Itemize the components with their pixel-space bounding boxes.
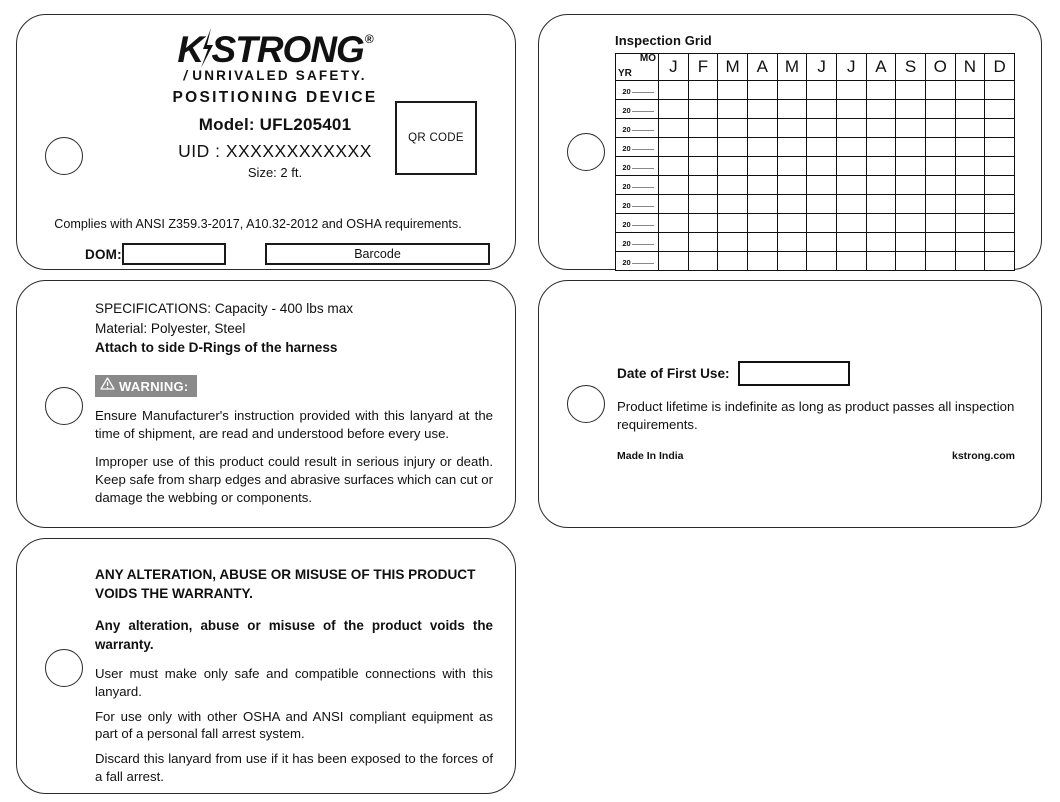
inspection-grid-title: Inspection Grid bbox=[615, 33, 712, 48]
grid-cell[interactable] bbox=[955, 195, 985, 214]
warranty-paragraph: For use only with other OSHA and ANSI compliant equipment as part of a personal fall arrest system. bbox=[95, 708, 493, 742]
grid-cell[interactable] bbox=[777, 195, 807, 214]
grid-cell[interactable] bbox=[836, 138, 866, 157]
model-number: Model: UFL205401 bbox=[198, 115, 352, 134]
grid-year-cell[interactable]: 20 bbox=[616, 233, 659, 252]
grid-cell[interactable] bbox=[718, 195, 748, 214]
grid-year-cell[interactable]: 20 bbox=[616, 81, 659, 100]
tagline-text: UNRIVALED SAFETY. bbox=[192, 68, 367, 83]
grid-cell[interactable] bbox=[866, 119, 896, 138]
grid-cell[interactable] bbox=[925, 195, 955, 214]
grid-cell[interactable] bbox=[955, 100, 985, 119]
grid-corner-cell bbox=[616, 54, 659, 81]
grid-year-cell[interactable]: 20 bbox=[616, 157, 659, 176]
grid-cell[interactable] bbox=[925, 252, 955, 271]
grid-cell[interactable] bbox=[836, 119, 866, 138]
warranty-subheading: Any alteration, abuse or misuse of the product voids the warranty. bbox=[95, 618, 493, 652]
grid-cell[interactable] bbox=[955, 138, 985, 157]
grid-cell[interactable] bbox=[659, 233, 689, 252]
grid-cell[interactable] bbox=[836, 214, 866, 233]
grid-cell[interactable] bbox=[985, 214, 1015, 233]
grid-cell[interactable] bbox=[866, 195, 896, 214]
specifications-capacity: SPECIFICATIONS: Capacity - 400 lbs max bbox=[95, 301, 354, 316]
made-in-label: Made In India bbox=[617, 449, 684, 462]
grid-month-header-5: J bbox=[807, 54, 837, 81]
warning-paragraph: Improper use of this product could result in serious injury or death. Keep safe from sharp edges and abrasive surfaces which can cut or damage the webbing or components. bbox=[95, 453, 493, 505]
grid-row bbox=[616, 214, 1015, 233]
grid-month-header-4: M bbox=[777, 54, 807, 81]
grid-cell[interactable] bbox=[985, 233, 1015, 252]
grid-cell[interactable] bbox=[777, 81, 807, 100]
tag-hole bbox=[567, 133, 605, 171]
grid-cell[interactable] bbox=[718, 214, 748, 233]
grid-cell[interactable] bbox=[836, 176, 866, 195]
inspection-grid-tag bbox=[538, 14, 1042, 270]
grid-month-header-11: D bbox=[985, 54, 1015, 81]
grid-cell[interactable] bbox=[836, 195, 866, 214]
grid-cell[interactable] bbox=[688, 252, 718, 271]
grid-cell[interactable] bbox=[807, 81, 837, 100]
grid-cell[interactable] bbox=[985, 195, 1015, 214]
grid-cell[interactable] bbox=[955, 81, 985, 100]
grid-cell[interactable] bbox=[896, 157, 926, 176]
logo-word-strong: STRONG bbox=[211, 29, 364, 70]
grid-cell[interactable] bbox=[955, 157, 985, 176]
specifications-attach: Attach to side D-Rings of the harness bbox=[95, 340, 338, 356]
grid-cell[interactable] bbox=[925, 157, 955, 176]
grid-cell[interactable] bbox=[807, 119, 837, 138]
grid-cell[interactable] bbox=[659, 100, 689, 119]
uid-number: UID : XXXXXXXXXXXX bbox=[178, 141, 372, 161]
grid-cell[interactable] bbox=[659, 157, 689, 176]
grid-cell[interactable] bbox=[688, 119, 718, 138]
grid-cell[interactable] bbox=[807, 195, 837, 214]
qr-code-placeholder: QR CODE bbox=[395, 101, 477, 175]
grid-month-header-1: F bbox=[688, 54, 718, 81]
grid-cell[interactable] bbox=[688, 233, 718, 252]
grid-cell[interactable] bbox=[659, 214, 689, 233]
grid-cell[interactable] bbox=[747, 214, 777, 233]
grid-cell[interactable] bbox=[866, 252, 896, 271]
grid-cell[interactable] bbox=[747, 138, 777, 157]
dom-label: DOM: bbox=[85, 246, 122, 262]
tag-hole bbox=[567, 385, 605, 423]
grid-cell[interactable] bbox=[985, 157, 1015, 176]
grid-cell[interactable] bbox=[688, 195, 718, 214]
product-size: Size: 2 ft. bbox=[247, 165, 303, 180]
grid-cell[interactable] bbox=[896, 233, 926, 252]
date-of-first-use-input[interactable] bbox=[738, 361, 850, 386]
grid-row bbox=[616, 195, 1015, 214]
date-of-first-use-field bbox=[617, 361, 1015, 386]
grid-cell[interactable] bbox=[777, 252, 807, 271]
grid-cell[interactable] bbox=[985, 176, 1015, 195]
tag-hole bbox=[45, 387, 83, 425]
grid-cell[interactable] bbox=[659, 138, 689, 157]
grid-year-cell[interactable]: 20 bbox=[616, 176, 659, 195]
grid-cell[interactable] bbox=[925, 138, 955, 157]
grid-cell[interactable] bbox=[777, 100, 807, 119]
website-label[interactable]: kstrong.com bbox=[951, 449, 1015, 462]
first-use-tag bbox=[538, 280, 1042, 528]
grid-row bbox=[616, 138, 1015, 157]
grid-row bbox=[616, 176, 1015, 195]
grid-month-header-8: S bbox=[896, 54, 926, 81]
grid-cell[interactable] bbox=[747, 233, 777, 252]
grid-cell[interactable] bbox=[896, 81, 926, 100]
grid-cell[interactable] bbox=[866, 138, 896, 157]
grid-cell[interactable] bbox=[896, 214, 926, 233]
grid-row bbox=[616, 81, 1015, 100]
grid-cell[interactable] bbox=[866, 100, 896, 119]
grid-cell[interactable] bbox=[866, 81, 896, 100]
corner-year-label: YR bbox=[618, 68, 632, 79]
grid-cell[interactable] bbox=[718, 176, 748, 195]
grid-cell[interactable] bbox=[777, 176, 807, 195]
grid-cell[interactable] bbox=[807, 252, 837, 271]
grid-cell[interactable] bbox=[985, 138, 1015, 157]
grid-cell[interactable] bbox=[747, 119, 777, 138]
dom-field bbox=[85, 243, 226, 265]
grid-row bbox=[616, 100, 1015, 119]
grid-cell[interactable] bbox=[836, 252, 866, 271]
compliance-statement: Complies with ANSI Z359.3-2017, A10.32-2012 and OSHA requirements. bbox=[54, 217, 462, 231]
registered-trademark-icon: ® bbox=[364, 32, 374, 46]
grid-cell[interactable] bbox=[985, 119, 1015, 138]
grid-cell[interactable] bbox=[659, 81, 689, 100]
grid-cell[interactable] bbox=[718, 233, 748, 252]
grid-cell[interactable] bbox=[747, 252, 777, 271]
grid-year-cell[interactable]: 20 bbox=[616, 195, 659, 214]
inspection-grid-table bbox=[615, 53, 1015, 271]
tag-footer bbox=[617, 450, 1015, 462]
grid-cell[interactable] bbox=[925, 119, 955, 138]
grid-year-cell[interactable]: 20 bbox=[616, 214, 659, 233]
grid-cell[interactable] bbox=[925, 176, 955, 195]
grid-cell[interactable] bbox=[688, 214, 718, 233]
grid-cell[interactable] bbox=[688, 81, 718, 100]
grid-month-header-7: A bbox=[866, 54, 896, 81]
grid-cell[interactable] bbox=[925, 81, 955, 100]
warning-label: WARNING: bbox=[119, 378, 189, 394]
warranty-paragraph: User must make only safe and compatible connections with this lanyard. bbox=[95, 665, 493, 699]
grid-month-header-9: O bbox=[925, 54, 955, 81]
grid-cell[interactable] bbox=[777, 138, 807, 157]
grid-month-header-0: J bbox=[659, 54, 689, 81]
grid-cell[interactable] bbox=[659, 119, 689, 138]
grid-cell[interactable] bbox=[925, 214, 955, 233]
warranty-heading: ANY ALTERATION, ABUSE OR MISUSE OF THIS PRODUCT VOIDS THE WARRANTY. bbox=[95, 567, 476, 602]
grid-cell[interactable] bbox=[955, 252, 985, 271]
grid-year-cell[interactable]: 20 bbox=[616, 100, 659, 119]
grid-cell[interactable] bbox=[777, 119, 807, 138]
grid-cell[interactable] bbox=[659, 195, 689, 214]
barcode-placeholder: Barcode bbox=[265, 243, 490, 265]
grid-row bbox=[616, 157, 1015, 176]
specifications-material: Material: Polyester, Steel bbox=[95, 320, 246, 336]
grid-cell[interactable] bbox=[747, 157, 777, 176]
dom-input-box[interactable] bbox=[122, 243, 226, 265]
grid-cell[interactable] bbox=[807, 233, 837, 252]
grid-cell[interactable] bbox=[777, 157, 807, 176]
grid-cell[interactable] bbox=[985, 252, 1015, 271]
grid-cell[interactable] bbox=[836, 233, 866, 252]
grid-cell[interactable] bbox=[896, 195, 926, 214]
grid-cell[interactable] bbox=[955, 176, 985, 195]
tagline-slash: / bbox=[183, 68, 190, 83]
inspection-grid-header-row bbox=[616, 54, 1015, 81]
logo-tagline bbox=[125, 68, 425, 83]
warning-paragraph: Ensure Manufacturer's instruction provided with this lanyard at the time of shipment, are read and understood before every use. bbox=[95, 408, 493, 442]
grid-cell[interactable] bbox=[718, 138, 748, 157]
specifications-warning-tag bbox=[16, 280, 516, 528]
grid-cell[interactable] bbox=[747, 81, 777, 100]
grid-cell[interactable] bbox=[777, 214, 807, 233]
grid-cell[interactable] bbox=[985, 81, 1015, 100]
grid-cell[interactable] bbox=[896, 252, 926, 271]
grid-cell[interactable] bbox=[836, 157, 866, 176]
grid-cell[interactable] bbox=[747, 195, 777, 214]
grid-month-header-2: M bbox=[718, 54, 748, 81]
grid-cell[interactable] bbox=[896, 138, 926, 157]
product-lifetime-note: Product lifetime is indefinite as long as product passes all inspection requirements. bbox=[617, 399, 1015, 432]
grid-row bbox=[616, 119, 1015, 138]
grid-cell[interactable] bbox=[955, 233, 985, 252]
grid-cell[interactable] bbox=[925, 233, 955, 252]
grid-cell[interactable] bbox=[807, 176, 837, 195]
grid-cell[interactable] bbox=[807, 157, 837, 176]
date-of-first-use-label: Date of First Use: bbox=[617, 366, 730, 381]
grid-month-header-3: A bbox=[747, 54, 777, 81]
grid-month-header-10: N bbox=[955, 54, 985, 81]
grid-cell[interactable] bbox=[866, 214, 896, 233]
grid-cell[interactable] bbox=[985, 100, 1015, 119]
grid-cell[interactable] bbox=[807, 138, 837, 157]
grid-cell[interactable] bbox=[866, 157, 896, 176]
grid-cell[interactable] bbox=[718, 157, 748, 176]
inspection-grid-body bbox=[616, 81, 1015, 271]
grid-cell[interactable] bbox=[866, 176, 896, 195]
grid-cell[interactable] bbox=[718, 252, 748, 271]
grid-cell[interactable] bbox=[955, 214, 985, 233]
grid-cell[interactable] bbox=[688, 138, 718, 157]
tag-hole bbox=[45, 649, 83, 687]
grid-cell[interactable] bbox=[836, 100, 866, 119]
grid-cell[interactable] bbox=[955, 119, 985, 138]
grid-cell[interactable] bbox=[807, 214, 837, 233]
grid-cell[interactable] bbox=[718, 81, 748, 100]
grid-cell[interactable] bbox=[718, 100, 748, 119]
grid-year-cell[interactable]: 20 bbox=[616, 119, 659, 138]
warranty-tag bbox=[16, 538, 516, 794]
device-type-title: POSITIONING DEVICE bbox=[172, 89, 378, 106]
grid-cell[interactable] bbox=[688, 176, 718, 195]
grid-cell[interactable] bbox=[807, 100, 837, 119]
logo-letter-k: K bbox=[177, 29, 203, 70]
grid-cell[interactable] bbox=[659, 176, 689, 195]
grid-cell[interactable] bbox=[896, 119, 926, 138]
grid-year-cell[interactable]: 20 bbox=[616, 252, 659, 271]
grid-month-header-6: J bbox=[836, 54, 866, 81]
grid-row bbox=[616, 233, 1015, 252]
grid-cell[interactable] bbox=[688, 157, 718, 176]
warranty-paragraph: Discard this lanyard from use if it has been exposed to the forces of a fall arrest. bbox=[95, 751, 493, 785]
grid-cell[interactable] bbox=[718, 119, 748, 138]
grid-cell[interactable] bbox=[866, 233, 896, 252]
grid-year-cell[interactable]: 20 bbox=[616, 138, 659, 157]
grid-cell[interactable] bbox=[747, 100, 777, 119]
warning-badge bbox=[95, 375, 197, 397]
lightning-bolt-icon bbox=[200, 28, 214, 68]
corner-month-label: MO bbox=[639, 53, 656, 64]
grid-cell[interactable] bbox=[925, 100, 955, 119]
product-identification-tag bbox=[16, 14, 516, 270]
warning-triangle-icon bbox=[100, 377, 115, 395]
grid-cell[interactable] bbox=[896, 100, 926, 119]
grid-cell[interactable] bbox=[896, 176, 926, 195]
grid-cell[interactable] bbox=[777, 233, 807, 252]
grid-cell[interactable] bbox=[659, 252, 689, 271]
grid-cell[interactable] bbox=[747, 176, 777, 195]
grid-cell[interactable] bbox=[836, 81, 866, 100]
kstrong-logo bbox=[125, 31, 425, 180]
grid-row bbox=[616, 252, 1015, 271]
grid-cell[interactable] bbox=[688, 100, 718, 119]
